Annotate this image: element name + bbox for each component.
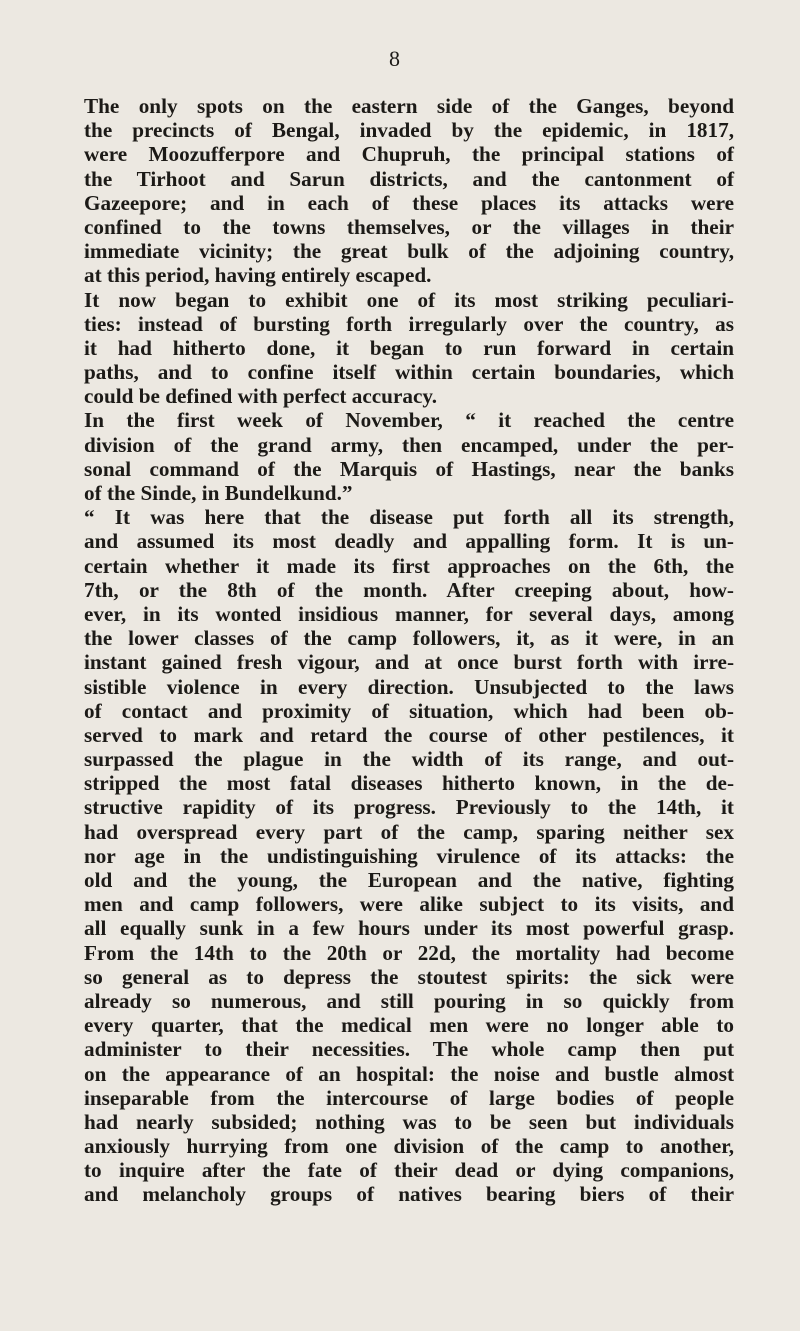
- text-line: every quarter, that the medical men were no longer able to: [84, 1013, 734, 1038]
- text-line: stripped the most fatal diseases hitherto known, in the de-: [84, 771, 734, 796]
- text-line: paths, and to confine itself within certain boundaries, which: [84, 360, 734, 385]
- text-line: instant gained fresh vigour, and at once burst forth with irre-: [84, 650, 734, 675]
- text-line: The only spots on the eastern side of the Ganges, beyond: [84, 94, 734, 118]
- text-line: ties: instead of bursting forth irregularly over the country, as: [84, 311, 734, 336]
- text-line: it had hitherto done, it began to run forward in certain: [84, 335, 734, 360]
- text-line: sistible violence in every direction. Unsubjected to the laws: [84, 674, 734, 699]
- text-line: surpassed the plague in the width of its range, and out-: [84, 747, 734, 772]
- text-line: so general as to depress the stoutest spirits: the sick were: [84, 964, 734, 989]
- text-line: already so numerous, and still pouring in so quickly from: [84, 988, 734, 1013]
- text-line: 7th, or the 8th of the month. After creeping about, how-: [84, 577, 734, 602]
- text-line: served to mark and retard the course of other pestilences, it: [84, 722, 734, 747]
- text-line: confined to the towns themselves, or the villages in their: [84, 214, 734, 239]
- text-line: “ It was here that the disease put forth all its strength,: [84, 505, 734, 530]
- text-line: Gazeepore; and in each of these places its attacks were: [84, 190, 734, 215]
- page-number: 8: [389, 46, 400, 71]
- text-line: certain whether it made its first approaches on the 6th, the: [84, 553, 734, 578]
- text-line: and melancholy groups of natives bearing biers of their: [84, 1182, 734, 1207]
- text-line: anxiously hurrying from one division of the camp to another,: [84, 1134, 734, 1159]
- text-line: immediate vicinity; the great bulk of the adjoining country,: [84, 239, 734, 264]
- text-line: structive rapidity of its progress. Previously to the 14th, it: [84, 795, 734, 820]
- text-line: had overspread every part of the camp, sparing neither sex: [84, 819, 734, 844]
- text-line: administer to their necessities. The whole camp then put: [84, 1037, 734, 1062]
- text-line: could be defined with perfect accuracy.: [84, 384, 438, 409]
- text-line: on the appearance of an hospital: the noise and bustle almost: [84, 1061, 734, 1086]
- text-line: inseparable from the intercourse of large bodies of people: [84, 1085, 734, 1110]
- text-line: were Moozufferpore and Chupruh, the principal stations of: [84, 142, 734, 167]
- text-line: had nearly subsided; nothing was to be seen but individuals: [84, 1109, 734, 1134]
- text-line: In the first week of November, “ it reached the centre: [84, 408, 734, 433]
- text-line: at this period, having entirely escaped.: [84, 263, 432, 288]
- text-line: to inquire after the fate of their dead or dying companions,: [84, 1158, 734, 1183]
- text-line: the lower classes of the camp followers, it, as it were, in an: [84, 626, 734, 651]
- text-line: ever, in its wonted insidious manner, for several days, among: [84, 601, 734, 626]
- body-text: [84, 94, 734, 1207]
- text-line: and assumed its most deadly and appalling form. It is un-: [84, 529, 734, 554]
- text-line: division of the grand army, then encamped, under the per-: [84, 432, 734, 457]
- text-line: the Tirhoot and Sarun districts, and the cantonment of: [84, 166, 734, 191]
- text-line: old and the young, the European and the native, fighting: [84, 868, 734, 892]
- text-line: It now began to exhibit one of its most striking peculiari-: [84, 287, 734, 312]
- text-line: sonal command of the Marquis of Hastings, near the banks: [84, 456, 734, 481]
- text-line: of the Sinde, in Bundelkund.”: [84, 481, 353, 505]
- text-line: From the 14th to the 20th or 22d, the mortality had become: [84, 940, 734, 965]
- text-line: of contact and proximity of situation, which had been ob-: [84, 698, 734, 723]
- text-line: the precincts of Bengal, invaded by the epidemic, in 1817,: [84, 118, 734, 143]
- text-line: all equally sunk in a few hours under its most powerful grasp.: [84, 916, 734, 941]
- text-line: men and camp followers, were alike subject to its visits, and: [84, 892, 734, 917]
- text-line: nor age in the undistinguishing virulence of its attacks: the: [84, 843, 734, 868]
